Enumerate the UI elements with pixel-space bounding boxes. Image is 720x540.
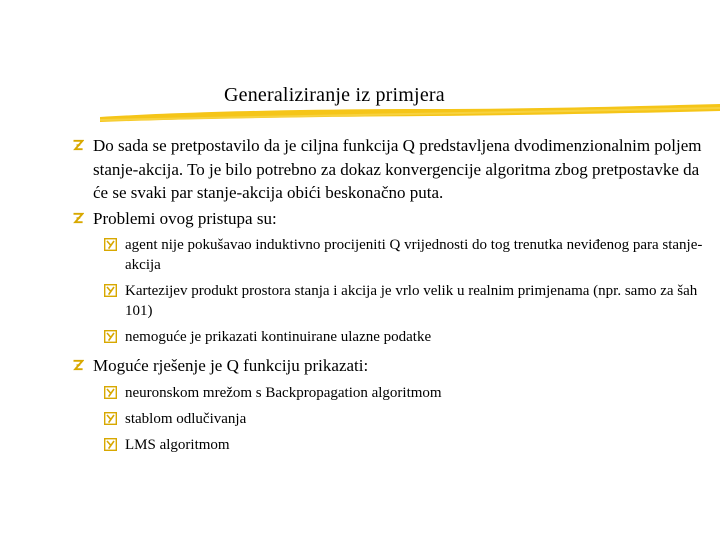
sub-bullet-text: neuronskom mrežom s Backpropagation algoritmom: [125, 384, 442, 401]
bullet-item: [72, 134, 712, 205]
sub-bullet-item: [104, 235, 712, 275]
sub-bullet-text: LMS algoritmom: [125, 436, 230, 453]
z-bullet-icon: [72, 212, 84, 224]
sub-bullet-item: [104, 281, 712, 321]
sub-bullet-text: nemoguće je prikazati kontinuirane ulazne podatke: [125, 329, 432, 345]
sub-bullet-item: [104, 327, 712, 347]
slide-title: Generaliziranje iz primjera: [224, 84, 445, 106]
sub-bullet-item: [104, 409, 712, 429]
sub-bullet-text: stablom odlučivanja: [125, 410, 247, 427]
y-box-bullet-icon: [104, 386, 117, 399]
sub-bullet-item: [104, 383, 712, 403]
y-box-bullet-icon: [104, 330, 117, 343]
sub-bullet-list: [104, 235, 712, 347]
y-box-bullet-icon: [104, 284, 117, 297]
y-box-bullet-icon: [104, 412, 117, 425]
sub-bullet-list: [104, 383, 712, 455]
bullet-text: Moguće rješenje je Q funkciju prikazati:: [93, 356, 369, 375]
z-bullet-icon: [72, 139, 84, 151]
sub-bullet-text: agent nije pokušavao induktivno procijeniti Q vrijednosti do tog trenutka neviđenog para stanje-akcija: [125, 237, 703, 273]
sub-bullet-item: [104, 435, 712, 455]
y-box-bullet-icon: [104, 238, 117, 251]
bullet-item: [72, 354, 712, 378]
y-box-bullet-icon: [104, 438, 117, 451]
bullet-text: Do sada se pretpostavilo da je ciljna funkcija Q predstavljena dvodimenzionalnim poljem stanje-akcija. To je bilo potrebno za dokaz konvergencije algoritma zbog pretpostavke da će se svaki par stanje-akcija obići beskonačno puta.: [93, 136, 702, 202]
bullet-list: [72, 134, 712, 462]
bullet-text: Problemi ovog pristupa su:: [93, 208, 277, 228]
z-bullet-icon: [72, 359, 84, 371]
sub-bullet-text: Kartezijev produkt prostora stanja i akcija je vrlo velik u realnim primjenama (npr. samo za šah 101): [125, 283, 698, 319]
title-underline-brushstroke: [100, 103, 720, 125]
bullet-item: [72, 207, 712, 231]
